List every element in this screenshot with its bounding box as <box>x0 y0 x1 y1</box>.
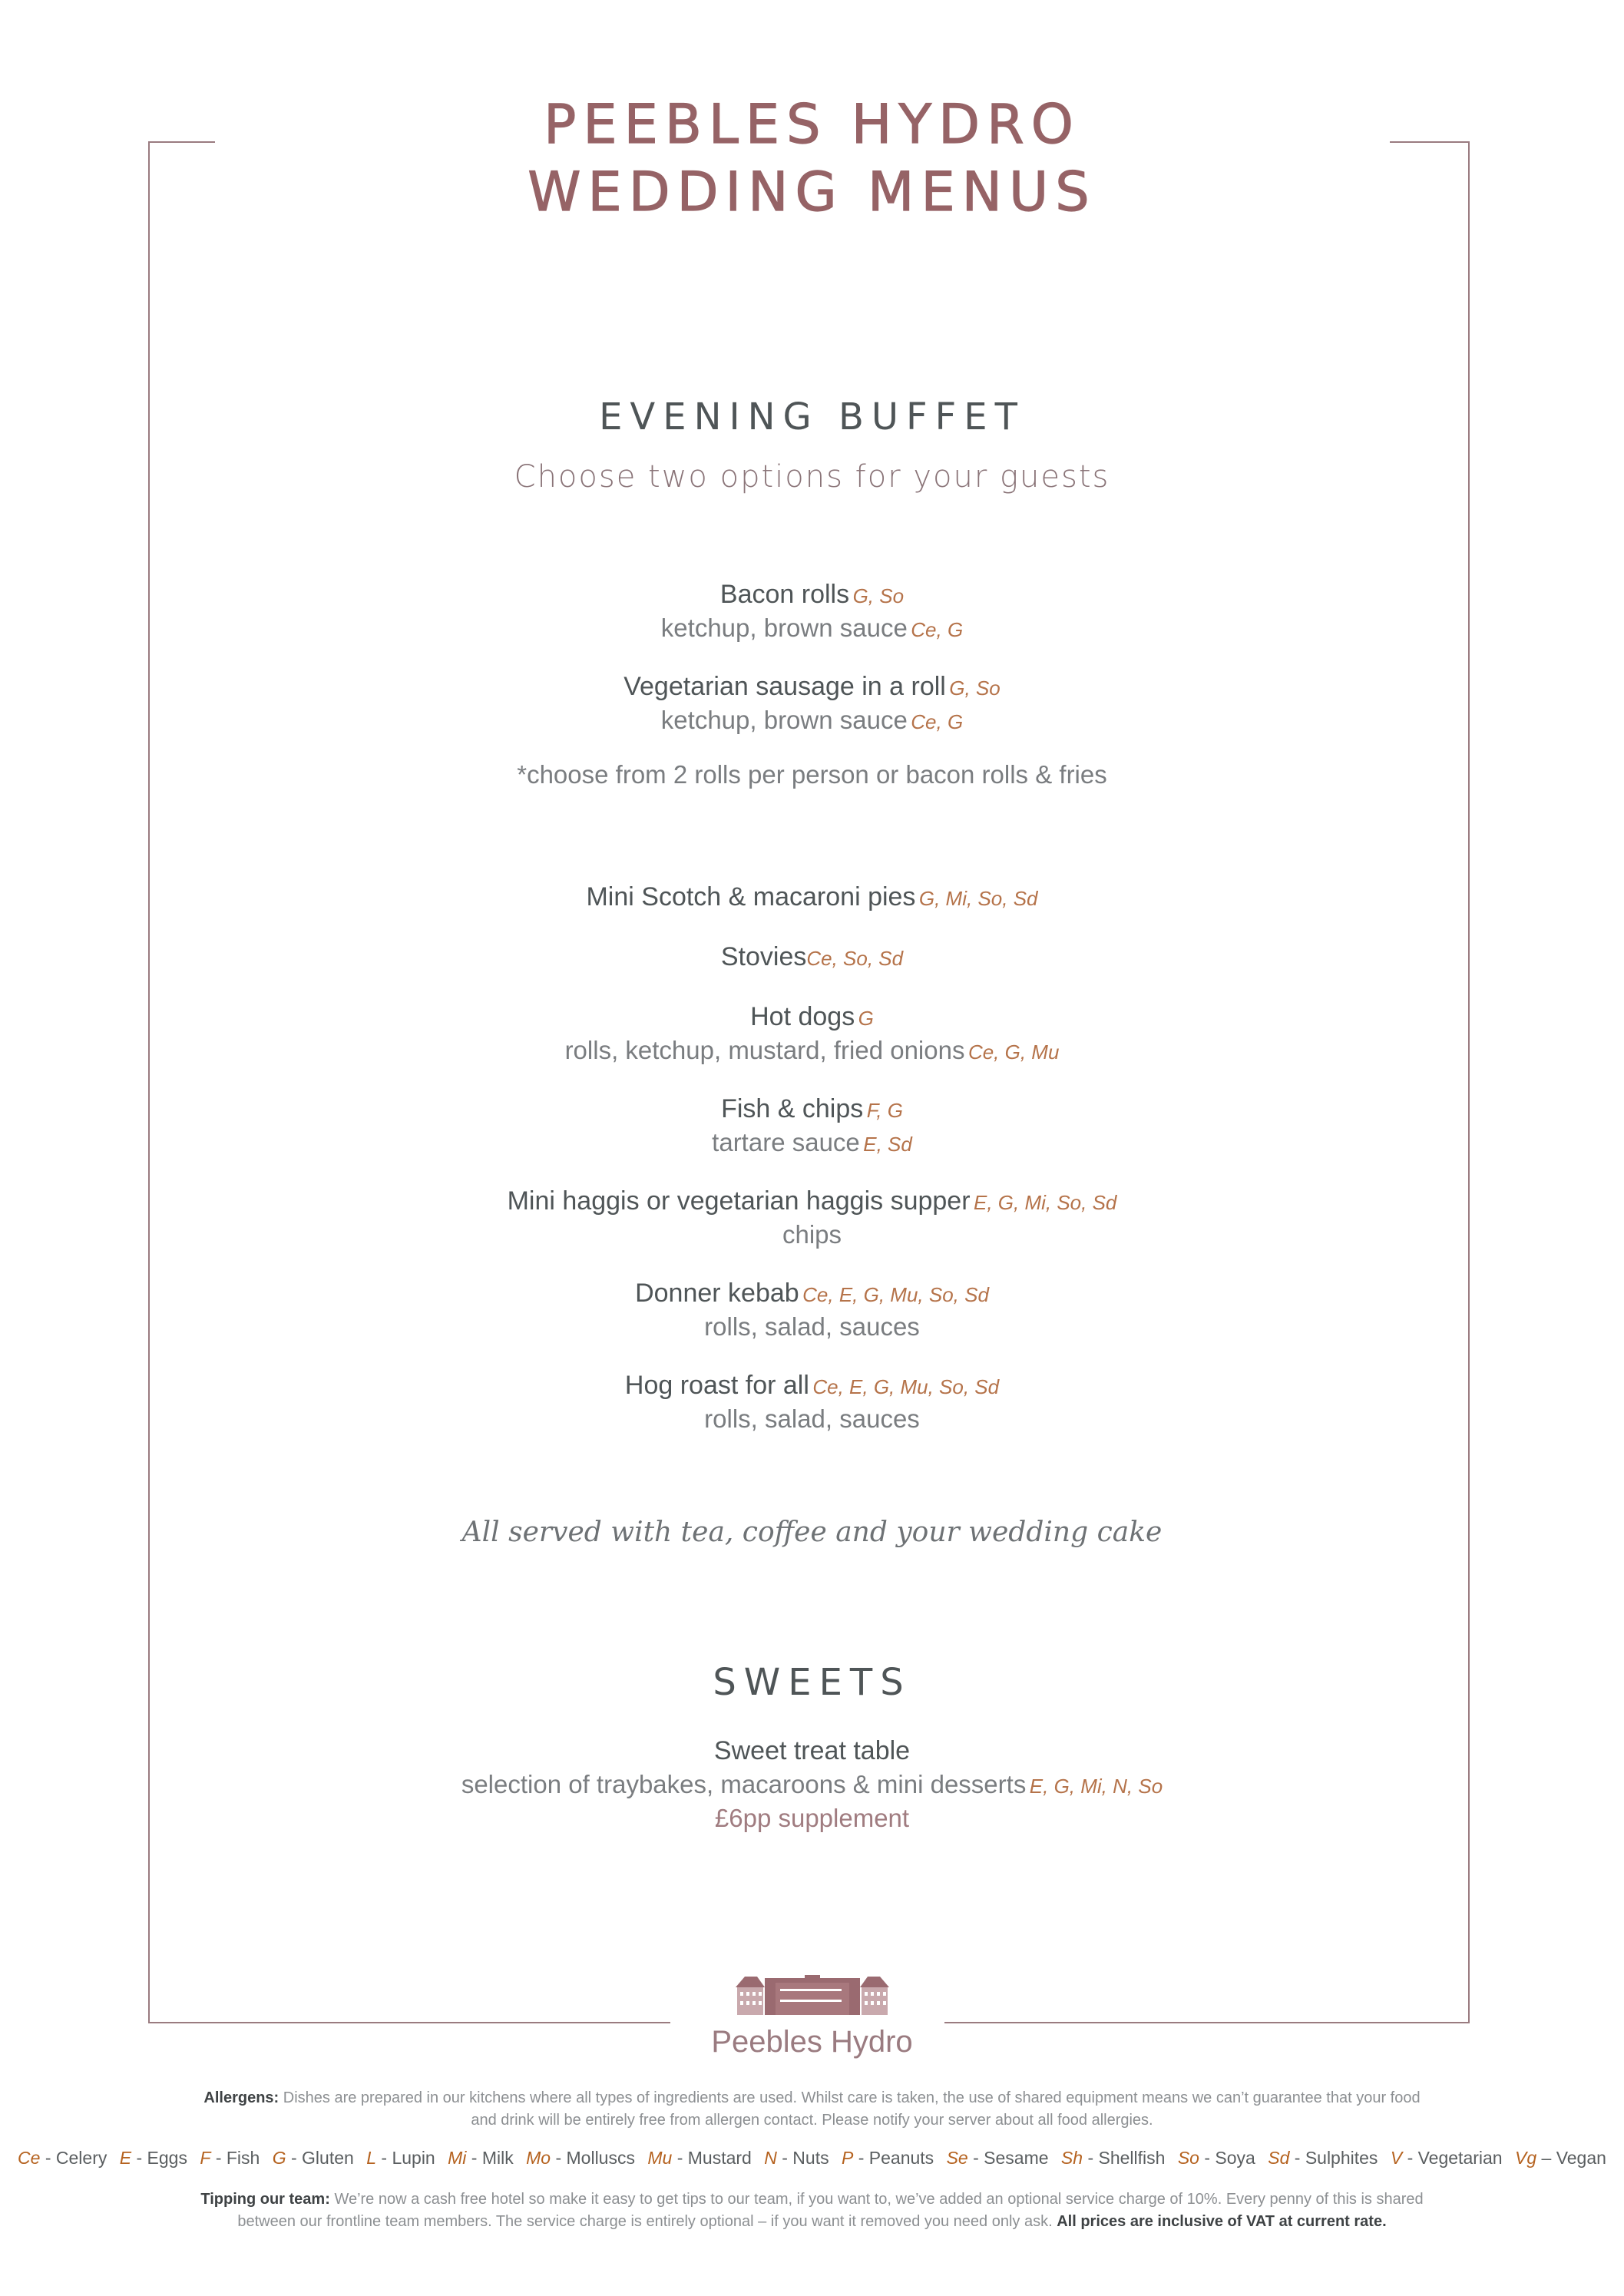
legend-label: - Nuts <box>782 2148 829 2168</box>
logo-text: Peebles Hydro <box>711 2025 913 2059</box>
desc-allergens: E, Sd <box>863 1133 912 1156</box>
tipping-text-1: We’re now a cash free hotel so make it easy to get tips to our team, if you want to, we’ve added an optional service charge of 10%. Every penny of this is shared <box>334 2191 1424 2208</box>
item-price: £6pp supplement <box>714 1804 910 1832</box>
legend-label: - Molluscs <box>555 2148 635 2168</box>
desc-allergens: Ce, G <box>911 618 964 641</box>
legend-code: F <box>200 2148 211 2168</box>
item-desc: chips <box>782 1220 842 1249</box>
tipping-label: Tipping our team: <box>200 2191 330 2208</box>
item-name: Mini Scotch & macaroni pies <box>586 882 916 911</box>
tipping-text-2: between our frontline team members. The service charge is entirely optional – if you want it removed you need only ask. <box>237 2213 1053 2230</box>
item-name: Sweet treat table <box>713 1736 911 1765</box>
item-allergens: Ce, So, Sd <box>806 947 904 970</box>
item-name: Donner kebab <box>635 1279 799 1308</box>
legend-code: Sh <box>1060 2148 1083 2168</box>
item-allergens: E, G, Mi, So, Sd <box>973 1191 1117 1214</box>
rolls-list <box>0 577 1624 789</box>
menu-item <box>0 1276 1624 1344</box>
title-line-2: WEDDING MENUS <box>528 160 1096 223</box>
legend-code: Mo <box>526 2148 551 2168</box>
legend-code: Ce <box>18 2148 41 2168</box>
item-desc: ketchup, brown sauce <box>660 614 908 642</box>
legend-label: - Soya <box>1204 2148 1255 2168</box>
item-allergens: G, So <box>949 677 1001 700</box>
allergens-text-1: Dishes are prepared in our kitchens where all types of ingredients are used. Whilst care is taken, the use of shared equipment means we can’t guarantee that your food <box>283 2089 1421 2106</box>
legend-label: - Lupin <box>381 2148 435 2168</box>
legend-label: - Sulphites <box>1294 2148 1378 2168</box>
hotel-building-icon <box>736 1973 889 2016</box>
legend-label: - Fish <box>215 2148 260 2168</box>
item-allergens: G <box>858 1007 874 1030</box>
menu-item <box>0 880 1624 914</box>
legend-code: N <box>764 2148 777 2168</box>
evening-buffet-heading: EVENING BUFFET <box>599 395 1025 438</box>
allergens-label: Allergens: <box>203 2089 279 2106</box>
item-desc: rolls, salad, sauces <box>704 1404 920 1433</box>
sweets-heading: SWEETS <box>713 1661 911 1704</box>
item-name: Fish & chips <box>721 1094 864 1123</box>
menu-item <box>0 1368 1624 1436</box>
menu-item <box>0 1184 1624 1252</box>
item-name: Hog roast for all <box>624 1371 809 1400</box>
buffet-items-list <box>0 880 1624 1436</box>
item-name: Vegetarian sausage in a roll <box>623 672 946 701</box>
legend-code: Sd <box>1268 2148 1290 2168</box>
legend-label: - Peanuts <box>858 2148 934 2168</box>
legend-label: - Celery <box>45 2148 107 2168</box>
legend-label: - Eggs <box>136 2148 187 2168</box>
legend-label: - Milk <box>471 2148 514 2168</box>
page-title <box>0 91 1624 226</box>
vat-note: All prices are inclusive of VAT at current rate. <box>1057 2213 1387 2230</box>
legend-code: P <box>841 2148 854 2168</box>
evening-buffet-subtitle: Choose two options for your guests <box>514 459 1110 495</box>
menu-item <box>0 1092 1624 1160</box>
hotel-logo <box>710 1973 914 2059</box>
allergens-notice <box>0 2087 1624 2132</box>
title-line-1: PEEBLES HYDRO <box>544 93 1080 156</box>
legend-code: V <box>1390 2148 1403 2168</box>
item-allergens: G, So <box>852 584 905 607</box>
menu-item <box>0 1734 1624 1835</box>
allergens-text-2: and drink will be entirely free from allergen contact. Please notify your server about all food allergies. <box>471 2112 1153 2129</box>
item-desc: ketchup, brown sauce <box>660 706 908 734</box>
menu-item <box>0 577 1624 645</box>
allergen-legend <box>0 2148 1624 2169</box>
desc-allergens: Ce, G <box>911 710 964 733</box>
item-name: Stovies <box>720 942 807 971</box>
legend-code: Mi <box>448 2148 467 2168</box>
item-allergens: Ce, E, G, Mu, So, Sd <box>812 1375 1000 1398</box>
item-name: Hot dogs <box>750 1002 855 1031</box>
legend-label: - Gluten <box>290 2148 354 2168</box>
legend-label: - Sesame <box>973 2148 1049 2168</box>
tipping-notice <box>0 2188 1624 2233</box>
item-name: Bacon rolls <box>719 580 850 609</box>
rolls-note: *choose from 2 rolls per person or bacon rolls & fries <box>517 760 1107 789</box>
legend-code: L <box>366 2148 376 2168</box>
legend-code: G <box>272 2148 286 2168</box>
legend-label: - Vegetarian <box>1407 2148 1503 2168</box>
menu-item <box>0 670 1624 737</box>
legend-code: So <box>1177 2148 1199 2168</box>
menu-item <box>0 940 1624 974</box>
item-desc: rolls, salad, sauces <box>704 1312 920 1341</box>
sweets-list <box>0 1734 1624 1835</box>
frame-bottom-left <box>148 2022 670 2023</box>
desc-allergens: Ce, G, Mu <box>967 1040 1060 1064</box>
item-allergens: Ce, E, G, Mu, So, Sd <box>802 1283 989 1306</box>
item-desc: tartare sauce <box>712 1128 860 1156</box>
frame-bottom-right <box>944 2022 1470 2023</box>
served-note: All served with tea, coffee and your wedding cake <box>461 1517 1163 1548</box>
legend-code: E <box>119 2148 132 2168</box>
item-allergens: G, Mi, So, Sd <box>918 887 1038 910</box>
legend-label: – Vegan <box>1541 2148 1606 2168</box>
desc-allergens: E, G, Mi, N, So <box>1029 1775 1163 1798</box>
item-desc: rolls, ketchup, mustard, fried onions <box>564 1036 965 1064</box>
item-desc: selection of traybakes, macaroons & mini desserts <box>461 1770 1027 1798</box>
item-name: Mini haggis or vegetarian haggis supper <box>507 1186 971 1216</box>
legend-code: Vg <box>1514 2148 1537 2168</box>
legend-code: Se <box>946 2148 968 2168</box>
legend-label: - Mustard <box>676 2148 752 2168</box>
item-allergens: F, G <box>866 1099 903 1122</box>
legend-label: - Shellfish <box>1087 2148 1166 2168</box>
legend-code: Mu <box>647 2148 673 2168</box>
menu-item <box>0 1000 1624 1067</box>
